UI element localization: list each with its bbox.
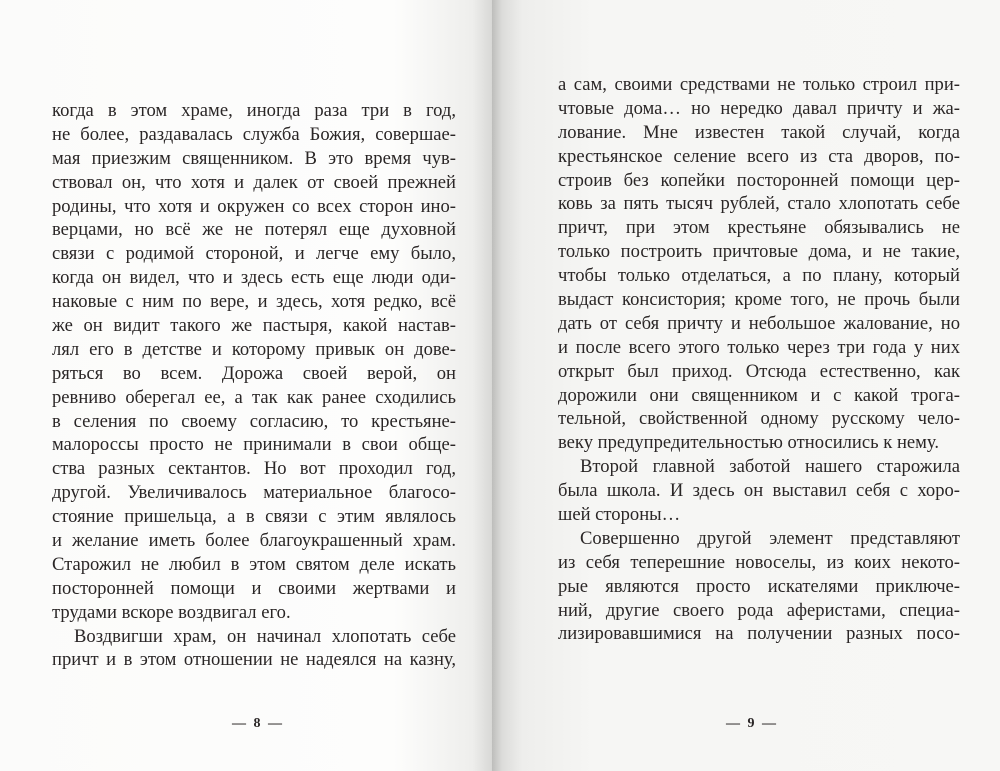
- text-line: и после всего этого только через три года у них: [558, 336, 960, 358]
- text-line: из себя теперешние новоселы, из коих некото-: [558, 551, 960, 573]
- text-line: посторонней помощи и своими жертвами и: [52, 577, 456, 599]
- page-number: — 9 —: [726, 716, 778, 731]
- text-line: связи с родимой стороной, и легче ему было,: [52, 243, 456, 265]
- text-line: дать от себя причту и небольшое жалование, но: [558, 312, 960, 334]
- text-line: когда в этом храме, иногда раза три в год,: [52, 100, 456, 121]
- text-line: Второй главной заботой нашего старожила: [580, 456, 960, 478]
- text-line: мая приезжим священником. В это время чув-: [52, 147, 456, 169]
- text-line: тельной, свойственной одному русскому чело-: [558, 408, 960, 430]
- text-line: только построить причтовые дома, и не такие,: [558, 241, 960, 263]
- text-line: ковь за пять тысяч рублей, стало хлопотать себе: [558, 193, 960, 215]
- text-line: трудами вскоре воздвигал его.: [52, 601, 291, 623]
- left-page: [0, 0, 492, 771]
- text-line: ствовал он, что хотя и далек от своей прежней: [52, 171, 456, 193]
- text-line: была школа. И здесь он выставил себя с хоро-: [558, 480, 960, 502]
- right-page-text: [558, 73, 960, 646]
- right-page: [492, 0, 1000, 771]
- text-line: Воздвигши храм, он начинал хлопотать себе: [74, 625, 456, 647]
- text-line: веку предупредительностью относились к нему.: [558, 432, 939, 454]
- text-line: другой. Увеличивалось материальное благосо-: [52, 482, 456, 504]
- text-line: же он видит такого же пастыря, какой настав-: [52, 315, 456, 337]
- text-line: лял его в детстве и которому привык он дове-: [52, 338, 456, 360]
- text-line: малороссы просто не принимали в свои обще-: [52, 434, 456, 456]
- text-line: Старожил не любил в этом святом деле искать: [52, 553, 456, 575]
- text-line: ревниво оберегал ее, а так как ранее сходились: [52, 386, 456, 408]
- text-line: шей стороны…: [558, 504, 681, 526]
- left-page-text: [52, 99, 456, 672]
- page-number: — 8 —: [232, 716, 284, 731]
- text-line: наковые с ним по вере, и здесь, хотя редко, всё: [52, 291, 456, 313]
- text-line: рые являются просто искателями приключе-: [558, 575, 960, 597]
- text-line: в селения по своему согласию, то крестьяне-: [52, 410, 456, 432]
- text-line: строив без копейки посторонней помощи цер-: [558, 169, 960, 191]
- text-line: Совершенно другой элемент представляют: [580, 527, 960, 549]
- text-line: дорожили они священником и с какой трога-: [558, 384, 960, 406]
- text-line: чтобы только отделаться, а по плану, который: [558, 265, 960, 287]
- text-line: чтовые дома… но нередко давал причту и жа-: [558, 97, 960, 119]
- text-line: ний, другие своего рода аферистами, специа-: [558, 599, 960, 621]
- text-line: лизировавшимися на получении разных посо-: [558, 623, 960, 645]
- text-line: а сам, своими средствами не только строил при-: [558, 74, 960, 95]
- text-line: ства разных сектантов. Но вот проходил год,: [52, 458, 456, 480]
- text-line: стояние пришельца, а в связи с этим являлось: [52, 506, 456, 528]
- text-line: когда он видел, что и здесь есть еще люди оди-: [52, 267, 456, 289]
- text-line: причт и в этом отношении не надеялся на казну,: [52, 649, 456, 671]
- text-line: выдаст консистория; кроме того, не прочь были: [558, 289, 960, 311]
- text-line: и желание иметь более благоукрашенный храм.: [52, 530, 456, 552]
- text-line: открыт был приход. Отсюда естественно, как: [558, 360, 960, 382]
- text-line: родины, что хотя и окружен со всех сторон ино-: [52, 195, 456, 217]
- text-line: крестьянское селение всего из ста дворов, по-: [558, 145, 960, 167]
- text-line: лование. Мне известен такой случай, когда: [558, 121, 960, 143]
- text-line: не более, раздавалась служба Божия, совершае-: [52, 123, 456, 145]
- text-line: ряться во всем. Дорожа своей верой, он: [52, 362, 456, 384]
- text-line: верцами, но всё же не потерял еще духовной: [52, 219, 456, 241]
- text-line: причт, при этом крестьяне обязывались не: [558, 217, 960, 239]
